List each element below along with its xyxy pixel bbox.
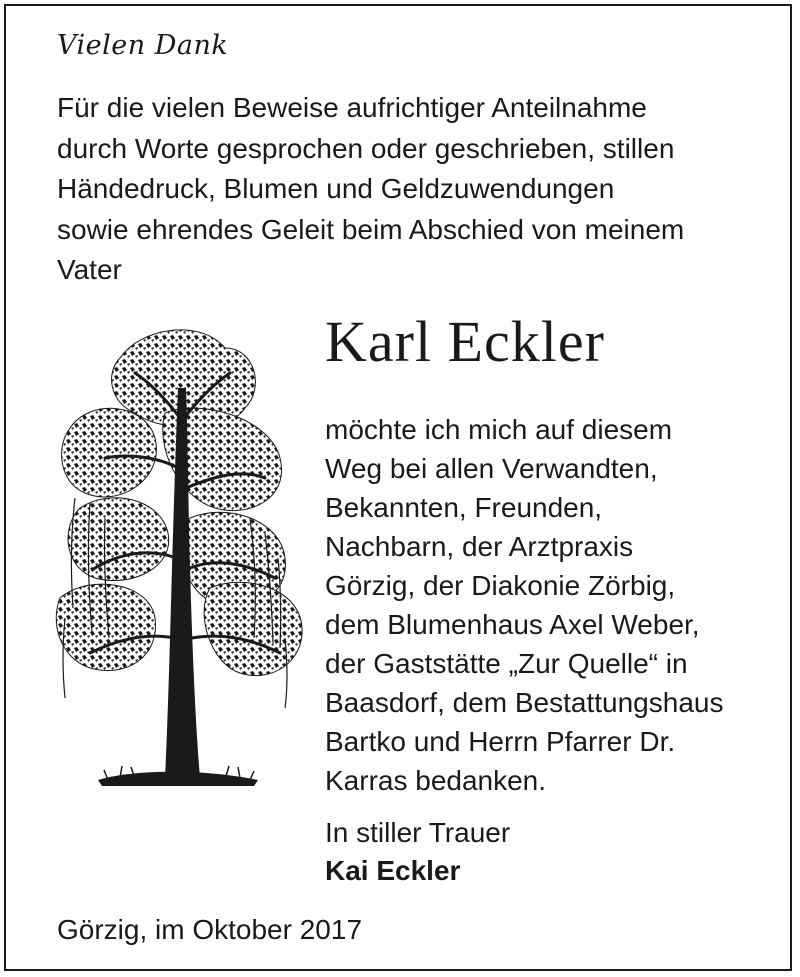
intro-line: sowie ehrendes Geleit beim Abschied von meinem <box>57 213 685 245</box>
thanks-text <box>325 410 775 800</box>
heading: Vielen Dank <box>57 30 229 61</box>
thanks-line: Bartko und Herrn Pfarrer Dr. <box>325 726 676 757</box>
thanks-line: Bekannten, Freunden, <box>325 492 603 523</box>
deceased-name: Karl Eckler <box>325 309 605 374</box>
intro-line: Für die vielen Beweise aufrichtiger Anteilnahme <box>57 92 647 123</box>
intro-line: durch Worte gesprochen oder geschrieben, stillen <box>57 132 675 164</box>
thanks-line: der Gaststätte „Zur Quelle“ in <box>325 648 688 679</box>
birch-tree-icon <box>50 318 306 792</box>
thanks-line: Weg bei allen Verwandten, <box>325 453 658 484</box>
thanks-line: möchte ich mich auf diesem <box>325 414 673 445</box>
thanks-line: Görzig, der Diakonie Zörbig, <box>325 570 676 601</box>
thanks-line: Karras bedanken. <box>325 765 547 796</box>
thanks-line: Baasdorf, dem Bestattungshaus <box>325 687 724 718</box>
place-date: Görzig, im Oktober 2017 <box>57 914 363 945</box>
intro-line: Händedruck, Blumen und Geldzuwendungen <box>57 173 615 204</box>
mourning-phrase: In stiller Trauer <box>325 817 511 848</box>
mourning-block <box>325 814 510 890</box>
thanks-line: dem Blumenhaus Axel Weber, <box>325 609 700 640</box>
intro-text <box>57 88 777 291</box>
intro-line: Vater <box>57 254 122 285</box>
signer-name: Kai Eckler <box>325 855 461 886</box>
thanks-line: Nachbarn, der Arztpraxis <box>325 531 634 562</box>
